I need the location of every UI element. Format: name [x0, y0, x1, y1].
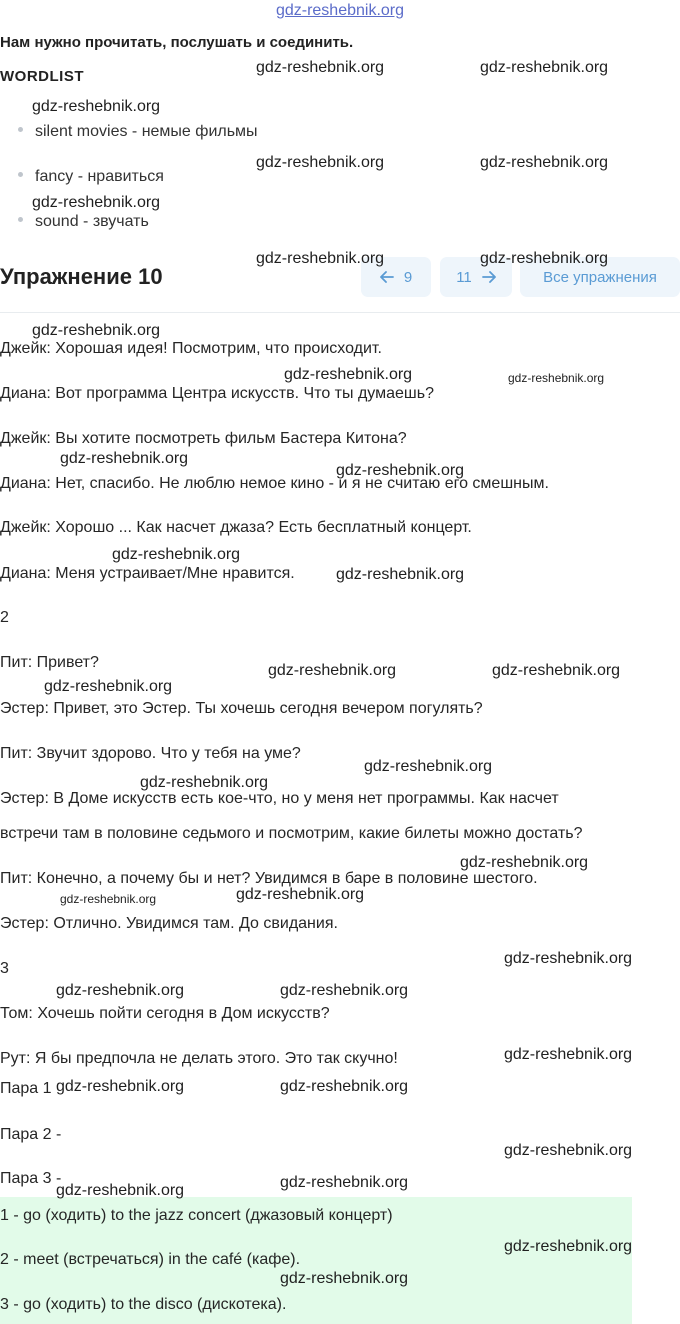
- dialogue-line: Эстер: Привет, это Эстер. Ты хочешь сегодня вечером погулять?: [0, 700, 483, 717]
- answer-line: 3 - go (ходить) to the disco (дискотека).: [0, 1296, 287, 1313]
- watermark: gdz-reshebnik.org: [336, 462, 465, 479]
- watermark: gdz-reshebnik.org: [492, 662, 621, 679]
- watermark: gdz-reshebnik.org: [44, 678, 173, 695]
- watermark: gdz-reshebnik.org: [280, 1078, 409, 1095]
- watermark: gdz-reshebnik.org: [56, 1078, 185, 1095]
- answer-line: 1 - go (ходить) to the jazz concert (джазовый концерт): [0, 1207, 393, 1224]
- watermark: gdz-reshebnik.org: [60, 892, 157, 906]
- watermark: gdz-reshebnik.org: [256, 154, 385, 171]
- wordlist-item-text: sound - звучать: [35, 213, 149, 230]
- prev-exercise-label: 9: [403, 268, 413, 286]
- watermark: gdz-reshebnik.org: [268, 662, 397, 679]
- wordlist-item: [18, 123, 258, 141]
- watermark: gdz-reshebnik.org: [112, 546, 241, 563]
- watermark: gdz-reshebnik.org: [336, 566, 465, 583]
- bullet-icon: [18, 127, 23, 132]
- watermark: gdz-reshebnik.org: [256, 59, 385, 76]
- watermark: gdz-reshebnik.org: [280, 1270, 409, 1287]
- watermark: gdz-reshebnik.org: [56, 1182, 185, 1199]
- watermark: gdz-reshebnik.org: [480, 59, 609, 76]
- watermark: gdz-reshebnik.org: [460, 854, 589, 871]
- watermark: gdz-reshebnik.org: [284, 366, 413, 383]
- watermark: gdz-reshebnik.org: [236, 886, 365, 903]
- dialogue-line: Пит: Конечно, а почему бы и нет? Увидимся в баре в половине шестого.: [0, 870, 538, 887]
- watermark: gdz-reshebnik.org: [508, 371, 605, 385]
- dialogue-line: Диана: Нет, спасибо. Не люблю немое кино - и я не считаю его смешным.: [0, 475, 549, 492]
- arrow-left-icon: [380, 271, 394, 283]
- pair-label: Пара 3 -: [0, 1170, 62, 1187]
- dialogue-line: Рут: Я бы предпочла не делать этого. Это так скучно!: [0, 1050, 398, 1067]
- exercise-title: Упражнение 10: [0, 264, 163, 289]
- header-watermark-link[interactable]: gdz-reshebnik.org: [275, 2, 405, 19]
- pair-label: Пара 1: [0, 1080, 52, 1097]
- watermark: gdz-reshebnik.org: [480, 154, 609, 171]
- wordlist-item: [18, 168, 164, 186]
- section-number: 3: [0, 960, 9, 977]
- watermark: gdz-reshebnik.org: [504, 950, 633, 967]
- watermark: gdz-reshebnik.org: [280, 1174, 409, 1191]
- bullet-icon: [18, 172, 23, 177]
- watermark: gdz-reshebnik.org: [60, 450, 189, 467]
- watermark: gdz-reshebnik.org: [280, 982, 409, 999]
- watermark: gdz-reshebnik.org: [32, 194, 161, 211]
- watermark: gdz-reshebnik.org: [32, 98, 161, 115]
- intro-text: Нам нужно прочитать, послушать и соединить.: [0, 34, 354, 51]
- answer-line: 2 - meet (встречаться) in the café (кафе).: [0, 1251, 301, 1268]
- wordlist-title: WORDLIST: [0, 68, 84, 85]
- header-divider: [0, 312, 680, 313]
- watermark: gdz-reshebnik.org: [480, 250, 609, 267]
- dialogue-line: встречи там в половине седьмого и посмотрим, какие билеты можно достать?: [0, 825, 583, 842]
- dialogue-line: Джейк: Вы хотите посмотреть фильм Бастера Китона?: [0, 430, 407, 447]
- watermark: gdz-reshebnik.org: [56, 982, 185, 999]
- dialogue-line: Джейк: Хорошая идея! Посмотрим, что происходит.: [0, 340, 382, 357]
- bullet-icon: [18, 217, 23, 222]
- watermark: gdz-reshebnik.org: [504, 1046, 633, 1063]
- watermark: gdz-reshebnik.org: [364, 758, 493, 775]
- all-exercises-button[interactable]: Все упражнения: [520, 257, 680, 297]
- next-exercise-label: 11: [456, 268, 472, 286]
- watermark: gdz-reshebnik.org: [256, 250, 385, 267]
- dialogue-line: Пит: Звучит здорово. Что у тебя на уме?: [0, 745, 301, 762]
- watermark: gdz-reshebnik.org: [504, 1238, 633, 1255]
- dialogue-line: Том: Хочешь пойти сегодня в Дом искусств?: [0, 1005, 330, 1022]
- section-number: 2: [0, 609, 9, 626]
- dialogue-line: Диана: Вот программа Центра искусств. Что ты думаешь?: [0, 385, 434, 402]
- dialogue-line: Эстер: В Доме искусств есть кое-что, но у меня нет программы. Как насчет: [0, 790, 559, 807]
- dialogue-line: Эстер: Отлично. Увидимся там. До свидания.: [0, 915, 338, 932]
- wordlist-item: [18, 213, 149, 231]
- watermark: gdz-reshebnik.org: [504, 1142, 633, 1159]
- dialogue-line: Джейк: Хорошо ... Как насчет джаза? Есть бесплатный концерт.: [0, 519, 472, 536]
- arrow-right-icon: [482, 271, 496, 283]
- wordlist-item-text: fancy - нравиться: [35, 168, 164, 185]
- pair-label: Пара 2 -: [0, 1126, 62, 1143]
- wordlist-item-text: silent movies - немые фильмы: [35, 123, 258, 140]
- watermark: gdz-reshebnik.org: [140, 774, 269, 791]
- dialogue-line: Пит: Привет?: [0, 654, 99, 671]
- dialogue-line: Диана: Меня устраивает/Мне нравится.: [0, 565, 295, 582]
- watermark: gdz-reshebnik.org: [32, 322, 161, 339]
